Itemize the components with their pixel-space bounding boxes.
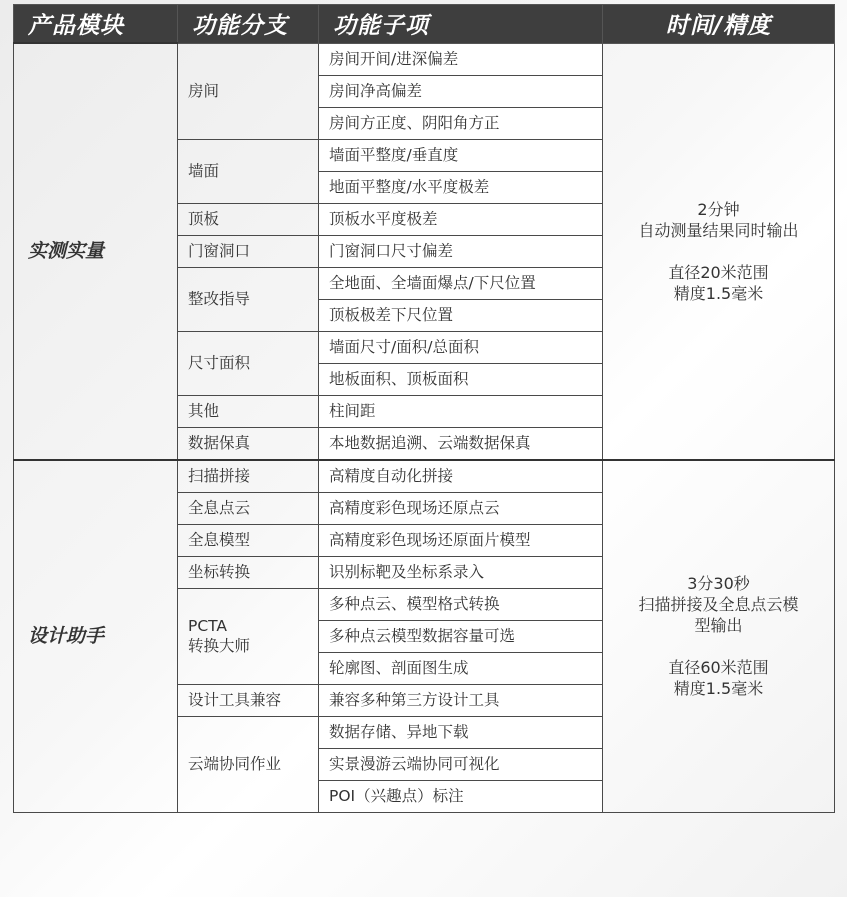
header-time: 时间/精度 [603,5,835,44]
branch-cell: 坐标转换 [178,556,319,588]
module-cell: 实测实量 [14,43,178,460]
sub-item-cell: 识别标靶及坐标系录入 [319,556,603,588]
time-line: 直径20米范围 [668,262,769,282]
branch-cell: 墙面 [178,139,319,203]
sub-item-cell: 高精度彩色现场还原面片模型 [319,524,603,556]
branch-cell: 全息模型 [178,524,319,556]
sub-item-cell: 多种点云、模型格式转换 [319,588,603,620]
header-branch: 功能分支 [178,5,319,44]
sub-item-cell: 实景漫游云端协同可视化 [319,748,603,780]
branch-cell: 云端协同作业 [178,716,319,812]
sub-item-cell: 全地面、全墙面爆点/下尺位置 [319,267,603,299]
sub-item-cell: 门窗洞口尺寸偏差 [319,235,603,267]
sub-item-cell: 柱间距 [319,395,603,427]
sub-item-cell: 数据存储、异地下载 [319,716,603,748]
branch-name-line: 转换大师 [188,637,251,655]
sub-item-cell: 房间开间/进深偏差 [319,43,603,75]
product-feature-table [13,4,835,813]
sub-item-cell: 高精度自动化拼接 [319,460,603,493]
table-body [14,43,835,812]
branch-cell: 全息点云 [178,492,319,524]
branch-cell: 扫描拼接 [178,460,319,493]
table-row [14,43,835,75]
time-precision-cell [603,460,835,813]
time-precision-cell [603,43,835,460]
time-line: 直径60米范围 [668,658,769,677]
time-line: 扫描拼接及全息点云模 [638,595,799,614]
sub-item-cell: 房间方正度、阴阳角方正 [319,107,603,139]
table-row [14,460,835,493]
time-line: 精度1.5毫米 [673,679,764,698]
branch-cell: 整改指导 [178,267,319,331]
spacer [613,241,824,262]
sub-item-cell: POI（兴趣点）标注 [319,780,603,812]
branch-cell: 房间 [178,43,319,139]
sub-item-cell: 顶板极差下尺位置 [319,299,603,331]
time-line: 精度1.5毫米 [673,283,764,303]
branch-cell: 顶板 [178,203,319,235]
sub-item-cell: 高精度彩色现场还原点云 [319,492,603,524]
sub-item-cell: 轮廓图、剖面图生成 [319,652,603,684]
spacer [613,636,824,657]
sub-item-cell: 多种点云模型数据容量可选 [319,620,603,652]
branch-cell: 设计工具兼容 [178,684,319,716]
time-line: 型输出 [694,616,743,635]
sub-item-cell: 墙面平整度/垂直度 [319,139,603,171]
time-line: 自动测量结果同时输出 [638,220,799,240]
sub-item-cell: 兼容多种第三方设计工具 [319,684,603,716]
header-module: 产品模块 [14,5,178,44]
branch-cell: 尺寸面积 [178,331,319,395]
branch-cell: 其他 [178,395,319,427]
time-line: 3分30秒 [687,574,750,593]
sub-item-cell: 墙面尺寸/面积/总面积 [319,331,603,363]
time-line: 2分钟 [697,199,740,219]
branch-cell [178,588,319,684]
sub-item-cell: 本地数据追溯、云端数据保真 [319,427,603,460]
header-row [14,5,835,44]
branch-cell: 门窗洞口 [178,235,319,267]
sub-item-cell: 地板面积、顶板面积 [319,363,603,395]
module-cell: 设计助手 [14,460,178,813]
sub-item-cell: 地面平整度/水平度极差 [319,171,603,203]
branch-name-line: PCTA [188,617,228,635]
branch-cell: 数据保真 [178,427,319,460]
sub-item-cell: 房间净高偏差 [319,75,603,107]
header-sub: 功能子项 [319,5,603,44]
sub-item-cell: 顶板水平度极差 [319,203,603,235]
